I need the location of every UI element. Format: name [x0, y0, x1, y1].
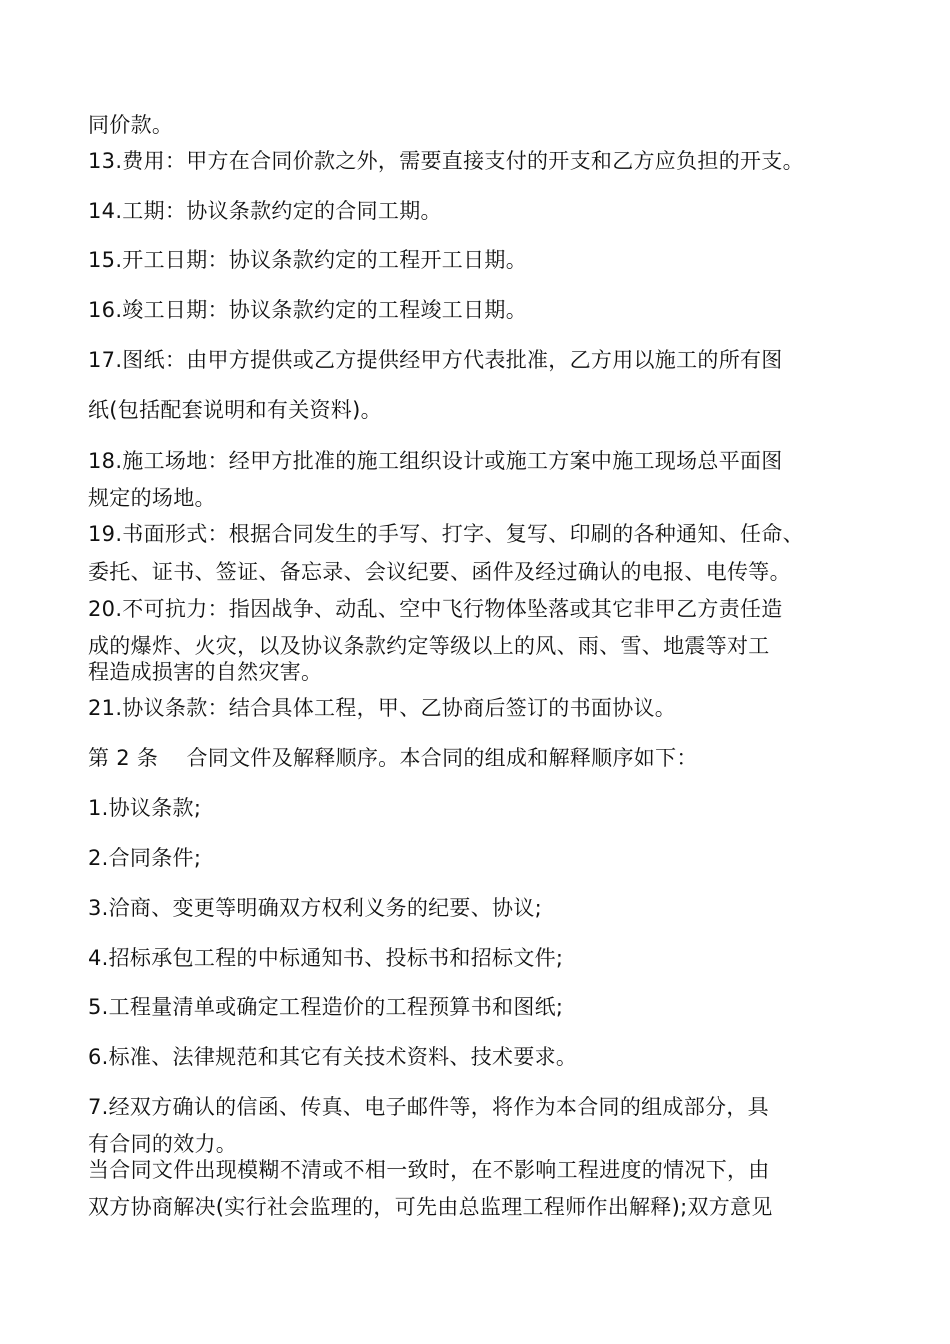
article-heading: 第 2 条 合同文件及解释顺序。本合同的组成和解释顺序如下： [88, 746, 698, 770]
text-line: 20.不可抗力：指因战争、动乱、空中飞行物体坠落或其它非甲乙方责任造 [88, 597, 783, 621]
text-line: 规定的场地。 [88, 486, 216, 510]
list-item: 5.工程量清单或确定工程造价的工程预算书和图纸; [88, 995, 564, 1019]
text-line: 委托、证书、签证、备忘录、会议纪要、函件及经过确认的电报、电传等。 [88, 560, 791, 584]
list-item: 7.经双方确认的信函、传真、电子邮件等，将作为本合同的组成部分，具 [88, 1095, 769, 1119]
list-item: 3.洽商、变更等明确双方权利义务的纪要、协议; [88, 896, 543, 920]
text-line: 双方协商解决(实行社会监理的，可先由总监理工程师作出解释);双方意见 [88, 1195, 773, 1219]
text-line: 当合同文件出现模糊不清或不相一致时，在不影响工程进度的情况下，由 [88, 1158, 770, 1182]
text-line: 14.工期：协议条款约定的合同工期。 [88, 199, 442, 223]
text-line: 有合同的效力。 [88, 1132, 238, 1156]
list-item: 6.标准、法律规范和其它有关技术资料、技术要求。 [88, 1045, 578, 1069]
text-line: 19.书面形式：根据合同发生的手写、打字、复写、印刷的各种通知、任命、 [88, 522, 804, 546]
text-line: 18.施工场地：经甲方批准的施工组织设计或施工方案中施工现场总平面图 [88, 449, 783, 473]
text-line: 16.竣工日期：协议条款约定的工程竣工日期。 [88, 298, 527, 322]
text-line: 成的爆炸、火灾，以及协议条款约定等级以上的风、雨、雪、地震等对工 [88, 634, 770, 658]
text-line: 21.协议条款：结合具体工程，甲、乙协商后签订的书面协议。 [88, 696, 677, 720]
list-item: 4.招标承包工程的中标通知书、投标书和招标文件; [88, 946, 564, 970]
text-line: 纸(包括配套说明和有关资料)。 [88, 398, 382, 422]
list-item: 1.协议条款; [88, 796, 202, 820]
text-line: 17.图纸：由甲方提供或乙方提供经甲方代表批准，乙方用以施工的所有图 [88, 348, 783, 372]
text-line: 13.费用：甲方在合同价款之外，需要直接支付的开支和乙方应负担的开支。 [88, 149, 804, 173]
text-line: 程造成损害的自然灾害。 [88, 660, 323, 684]
text-line: 15.开工日期：协议条款约定的工程开工日期。 [88, 248, 527, 272]
text-line: 同价款。 [88, 113, 174, 137]
list-item: 2.合同条件; [88, 846, 202, 870]
